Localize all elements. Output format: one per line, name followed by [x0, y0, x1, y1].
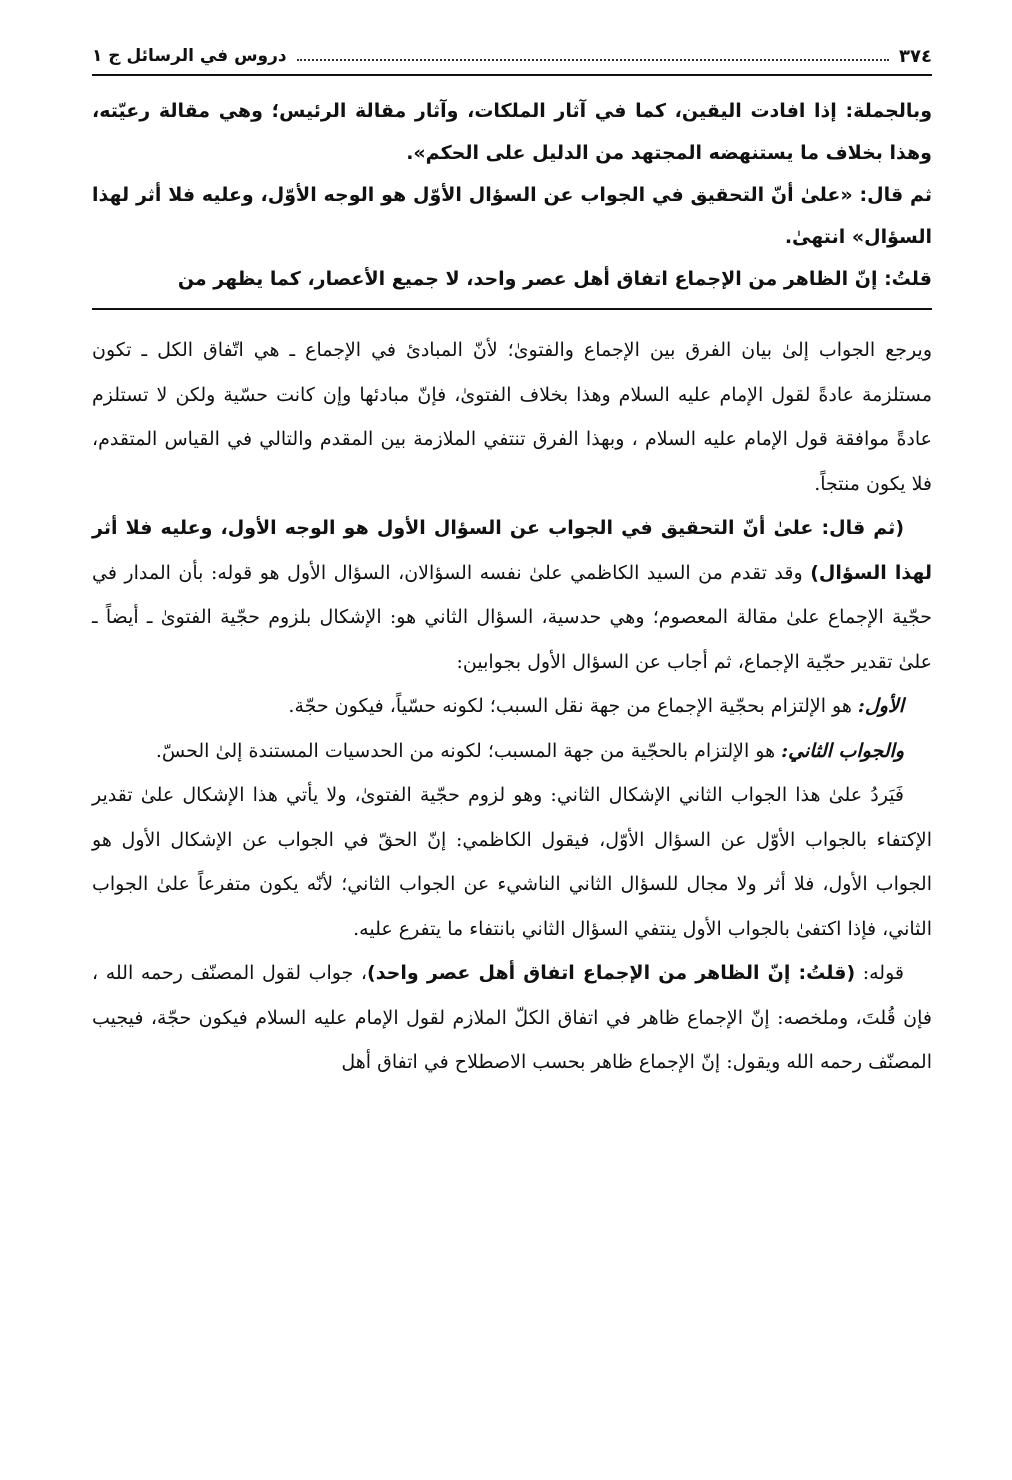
main-text-paragraph-2: ثم قال: «علىٰ أنّ التحقيق في الجواب عن السؤال الأوّل هو الوجه الأوّل، وعليه فلا أثر لهذا السؤال» انتهىٰ.: [92, 184, 932, 248]
page: [92, 38, 932, 1085]
commentary-text: ، جواب لقول المصنّف رحمه الله ، فإن قُلتَ، وملخصه: إنّ الإجماع ظاهر في اتفاق الكلّ الملازم لقول الإمام عليه السلام فيكون حجّة، فيجيب المصنّف رحمه الله ويقول: إنّ الإجماع ظاهر بحسب الاصطلاح في اتفاق أهل: [92, 962, 932, 1073]
second-answer-label: والجواب الثاني:: [781, 739, 904, 762]
commentary-paragraph-3: [92, 684, 932, 729]
commentary-paragraph-4: [92, 729, 932, 774]
commentary-text: هو الإلتزام بحجّية الإجماع من جهة نقل السبب؛ لكونه حسّياً، فيكون حجّة.: [288, 695, 858, 717]
page-number: ٣٧٤: [899, 45, 932, 67]
commentary-text: قوله:: [855, 962, 904, 984]
quoted-text-bold: (ثم قال: علىٰ أنّ التحقيق في الجواب عن السؤال الأول هو الوجه الأول، وعليه فلا أثر لهذا السؤال): [92, 517, 933, 584]
main-text-paragraph-3: قلتُ: إنّ الظاهر من الإجماع اتفاق أهل عصر واحد، لا جميع الأعصار، كما يظهر من: [177, 268, 932, 290]
commentary-paragraph-1: ويرجع الجواب إلىٰ بيان الفرق بين الإجماع والفتوىٰ؛ لأنّ المبادئ في الإجماع ـ هي اتّفاق الكل ـ تكون مستلزمة عادةً لقول الإمام عليه السلام وهذا بخلاف الفتوىٰ، فإنّ مبادئها وإن كانت حسّية ولكن لا تستلزم عادةً موافقة قول الإمام عليه السلام ، وبهذا الفرق تنتفي الملازمة بين المقدم والتالي في القياس المتقدم، فلا يكون منتجاً.: [92, 339, 932, 495]
commentary-paragraph-6: [92, 951, 932, 1085]
commentary-text: هو الإلتزام بالحجّية من جهة المسبب؛ لكونه من الحدسيات المستندة إلىٰ الحسّ.: [155, 739, 782, 762]
book-title: دروس في الرسائل ج ١: [92, 46, 287, 66]
commentary-block: [92, 328, 932, 1085]
main-text-block: [92, 90, 932, 300]
header-dotted-leader: [297, 59, 889, 61]
commentary-text: وقد تقدم من السيد الكاظمي علىٰ نفسه السؤالان، السؤال الأول هو قوله: بأن المدار في حجّية الإجماع علىٰ مقالة المعصوم؛ وهي حدسية، السؤال الثاني هو: الإشكال بلزوم حجّية الفتوىٰ ـ أيضاً ـ علىٰ تقدير حجّية الإجماع، ثم أجاب عن السؤال الأول بجوابين:: [92, 561, 932, 673]
main-text-paragraph-1: وبالجملة: إذا افادت اليقين، كما في آثار الملكات، وآثار مقالة الرئيس؛ وهي مقالة رعيّته، وهذا بخلاف ما يستنهضه المجتهد من الدليل على الحكم».: [92, 100, 932, 164]
section-divider: [92, 308, 932, 310]
commentary-paragraph-5: فَيَردُ علىٰ هذا الجواب الثاني الإشكال الثاني: وهو لزوم حجّية الفتوىٰ، ولا يأتي هذا الإشكال علىٰ تقدير الإكتفاء بالجواب الأوّل عن السؤال الأوّل، فيقول الكاظمي: إنّ الحقّ في الجواب عن الإشكال الأول هو الجواب الأول، فلا أثر ولا مجال للسؤال الثاني الناشيء عن الجواب الثاني؛ لأنّه يكون متفرعاً علىٰ الجواب الثاني، فإذا اكتفىٰ بالجواب الأول ينتفي السؤال الثاني بانتفاء ما يتفرع عليه.: [92, 784, 932, 940]
quoted-text-bold: (قلتُ: إنّ الظاهر من الإجماع اتفاق أهل عصر واحد): [367, 962, 856, 984]
first-answer-label: الأول:: [857, 695, 904, 717]
commentary-paragraph-2: [92, 506, 932, 684]
page-header: [92, 38, 932, 76]
